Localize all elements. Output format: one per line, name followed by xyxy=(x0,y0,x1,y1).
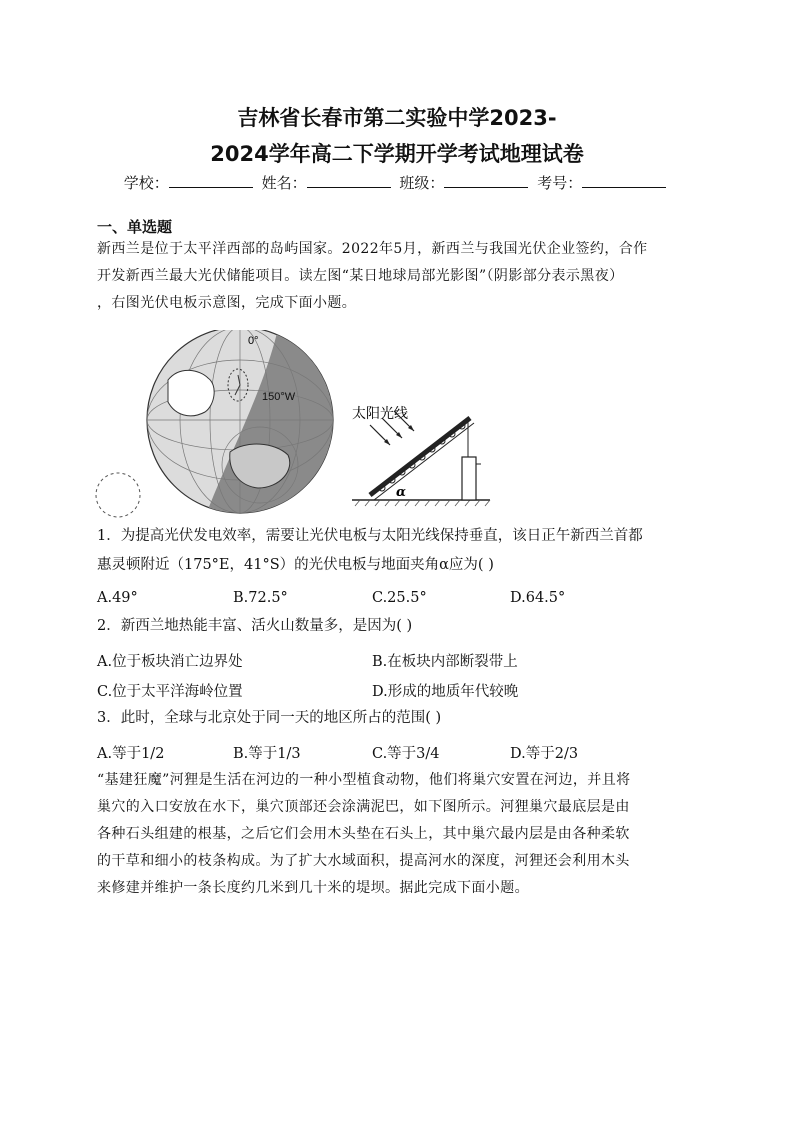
q3-option-a[interactable]: A.等于1/2 xyxy=(97,746,165,762)
intro1-line3: ，右图光伏电板示意图，完成下面小题。 xyxy=(97,295,357,311)
school-blank[interactable] xyxy=(169,173,253,188)
intro2-line3: 各种石头组建的根基，之后它们会用木头垫在石头上，其中巢穴最内层是由各种柔软 xyxy=(97,826,630,842)
name-blank[interactable] xyxy=(307,173,391,188)
question-3 xyxy=(97,704,707,733)
exam-title-line1: 吉林省长春市第二实验中学2023- xyxy=(237,106,557,130)
number-blank[interactable] xyxy=(582,173,666,188)
student-info-row xyxy=(0,172,794,193)
name-label: 姓名： xyxy=(261,174,307,192)
intro2-line1: “基建狂魔”河狸是生活在河边的一种小型植食动物，他们将巢穴安置在河边，并且将 xyxy=(97,772,631,788)
q1-option-c[interactable]: C.25.5° xyxy=(372,590,427,606)
q2-option-c[interactable]: C.位于太平洋海岭位置 xyxy=(97,684,243,700)
q2-option-d[interactable]: D.形成的地质年代较晚 xyxy=(372,684,519,700)
section-heading: 一、单选题 xyxy=(97,218,173,236)
intro2-line4: 的干草和细小的枝条构成。为了扩大水域面积，提高河水的深度，河狸还会利用木头 xyxy=(97,853,630,869)
q2-stem: 2．新西兰地热能丰富、活火山数量多，是因为( ) xyxy=(97,618,413,634)
q1-line2: 惠灵顿附近（175°E，41°S）的光伏电板与地面夹角α应为( ) xyxy=(97,557,494,573)
intro-paragraph-2 xyxy=(97,767,697,902)
number-label: 考号： xyxy=(537,174,583,192)
label-0-degree: 0° xyxy=(248,335,259,347)
solar-panel-diagram xyxy=(352,405,490,506)
q3-option-c[interactable]: C.等于3/4 xyxy=(372,746,440,762)
q1-option-d[interactable]: D.64.5° xyxy=(510,590,566,606)
intro1-line2: 开发新西兰最大光伏储能项目。读左图“某日地球局部光影图”（阴影部分表示黑夜） xyxy=(97,268,624,284)
intro-paragraph-1 xyxy=(97,236,697,317)
q1-option-b[interactable]: B.72.5° xyxy=(233,590,288,606)
q1-line1: 1．为提高光伏发电效率，需要让光伏电板与太阳光线保持垂直，该日正午新西兰首都 xyxy=(97,528,643,544)
q1-option-a[interactable]: A.49° xyxy=(97,590,138,606)
intro2-line2: 巢穴的入口安放在水下，巢穴顶部还会涂满泥巴，如下图所示。河狸巢穴最底层是由 xyxy=(97,799,630,815)
q3-stem: 3．此时，全球与北京处于同一天的地区所占的范围( ) xyxy=(97,710,442,726)
question-1 xyxy=(97,522,707,580)
class-blank[interactable] xyxy=(444,173,528,188)
class-label: 班级： xyxy=(399,174,445,192)
school-label: 学校： xyxy=(123,174,169,192)
figure-globe-and-panel xyxy=(90,330,510,520)
label-sun-rays: 太阳光线 xyxy=(352,405,408,421)
q3-option-b[interactable]: B.等于1/3 xyxy=(233,746,301,762)
globe xyxy=(145,330,350,520)
dashed-circle xyxy=(96,473,140,517)
label-alpha: α xyxy=(396,485,407,500)
q2-option-a[interactable]: A.位于板块消亡边界处 xyxy=(97,654,243,670)
intro1-line1: 新西兰是位于太平洋西部的岛屿国家。2022年5月，新西兰与我国光伏企业签约，合作 xyxy=(97,241,648,257)
q3-option-d[interactable]: D.等于2/3 xyxy=(510,746,579,762)
exam-title-line2: 2024学年高二下学期开学考试地理试卷 xyxy=(210,142,584,166)
q2-option-b[interactable]: B.在板块内部断裂带上 xyxy=(372,654,518,670)
label-150w: 150°W xyxy=(262,391,296,403)
intro2-line5: 来修建并维护一条长度约几米到几十米的堤坝。据此完成下面小题。 xyxy=(97,880,529,896)
question-2 xyxy=(97,612,707,641)
